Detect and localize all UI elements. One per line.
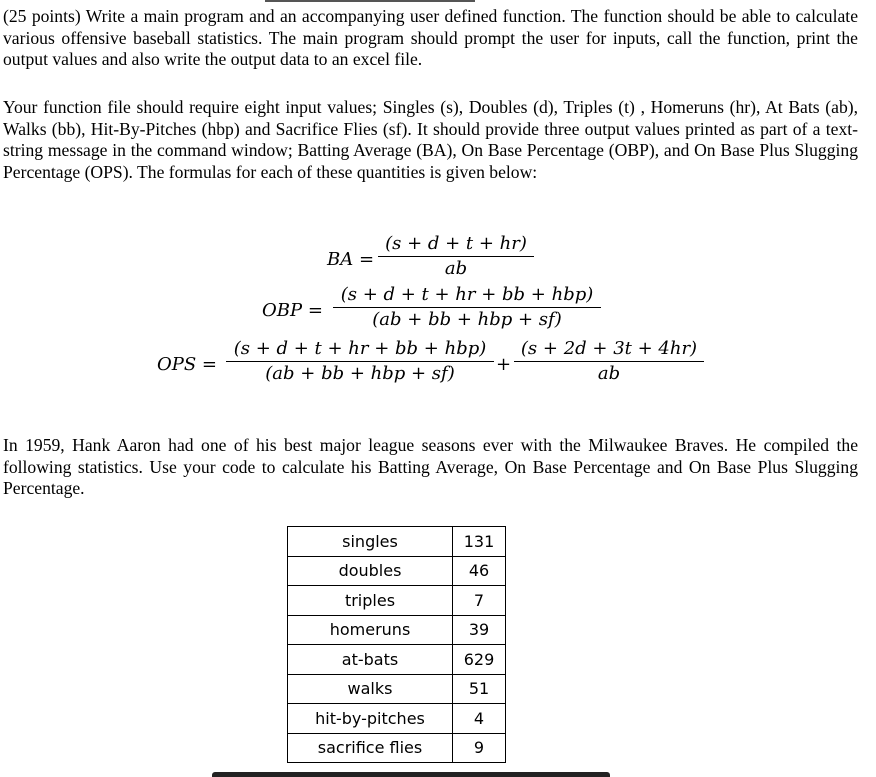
stat-value: 7 (453, 586, 506, 616)
obp-fraction (333, 284, 601, 330)
problem-intro: (25 points) Write a main program and an accompanying user defined function. The function should be able to calculate various offensive baseball statistics. The main program should prompt the user for inputs, call the function, print the output values and also write the output data to an excel file. (3, 6, 858, 69)
stat-label: triples (288, 586, 453, 616)
stat-value: 629 (453, 645, 506, 675)
table-row (288, 704, 506, 734)
table-row (288, 527, 506, 557)
ops-term1-numerator: (s + d + t + hr + bb + hbp) (233, 338, 487, 359)
ops-term2-fraction (514, 338, 704, 384)
stats-table (287, 526, 506, 763)
stat-label: at-bats (288, 645, 453, 675)
stat-label: doubles (288, 556, 453, 586)
ops-term1-fraction (226, 338, 494, 384)
ops-term2-denominator: ab (514, 361, 704, 384)
stat-value: 4 (453, 704, 506, 734)
ops-plus: + (496, 354, 512, 375)
ba-numerator: (s + d + t + hr) (385, 233, 527, 254)
problem-requirements: Your function file should require eight input values; Singles (s), Doubles (d), Triples (t) , Homeruns (hr), At Bats (ab), Walks (bb), Hit-By-Pitches (hbp) and Sacrifice Flies (sf). It should provide three output values printed as part of a text-string message in the command window; Batting Average (BA), On Base Percentage (OBP), and On Base Plus Slugging Percentage (OPS). The formulas for each of these quantities is given below: (3, 97, 858, 182)
ops-term2-numerator: (s + 2d + 3t + 4hr) (520, 338, 698, 359)
ba-lhs: BA = (327, 249, 375, 270)
stat-value: 131 (453, 527, 506, 557)
stat-label: hit-by-pitches (288, 704, 453, 734)
table-row (288, 645, 506, 675)
obp-denominator: (ab + bb + hbp + sf) (333, 307, 601, 330)
stat-value: 39 (453, 615, 506, 645)
stat-label: homeruns (288, 615, 453, 645)
stat-value: 46 (453, 556, 506, 586)
ops-lhs: OPS = (157, 354, 218, 375)
ba-denominator: ab (378, 256, 534, 279)
stat-label: walks (288, 674, 453, 704)
ba-fraction (378, 233, 534, 279)
hank-aaron-paragraph: In 1959, Hank Aaron had one of his best major league seasons ever with the Milwaukee Braves. He compiled the following statistics. Use your code to calculate his Batting Average, On Base Percentage and On Base Plus Slugging Percentage. (3, 435, 858, 498)
ops-term1-denominator: (ab + bb + hbp + sf) (226, 361, 494, 384)
obp-lhs: OBP = (262, 300, 323, 321)
table-row (288, 615, 506, 645)
obp-numerator: (s + d + t + hr + bb + hbp) (340, 284, 594, 305)
stat-value: 9 (453, 733, 506, 763)
table-row (288, 586, 506, 616)
stat-label: sacrifice flies (288, 733, 453, 763)
table-row (288, 674, 506, 704)
bottom-divider (212, 772, 610, 777)
stat-value: 51 (453, 674, 506, 704)
table-row (288, 556, 506, 586)
top-divider (265, 0, 475, 2)
stat-label: singles (288, 527, 453, 557)
table-row (288, 733, 506, 763)
